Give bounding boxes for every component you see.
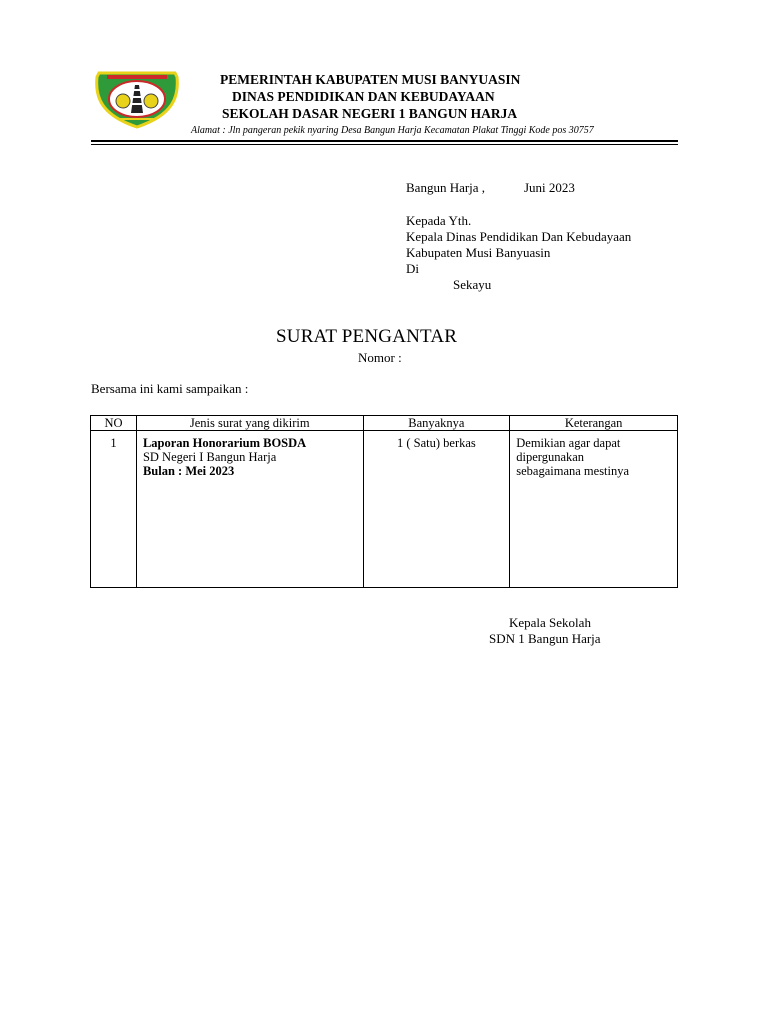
jenis-title: Laporan Honorarium BOSDA <box>142 436 307 450</box>
addressee-greeting: Kepada Yth. <box>406 213 472 228</box>
addressee-city: Sekayu <box>453 277 492 292</box>
header-department: DINAS PENDIDIKAN DAN KEBUDAYAAN <box>232 89 495 104</box>
addressee-line-1: Kepala Dinas Pendidikan Dan Kebudayaan <box>406 229 632 244</box>
regency-logo <box>93 69 181 129</box>
header-school: SEKOLAH DASAR NEGERI 1 BANGUN HARJA <box>222 106 518 121</box>
header-rule-thin <box>91 144 678 145</box>
signature-school: SDN 1 Bangun Harja <box>489 631 601 646</box>
letter-title: SURAT PENGANTAR <box>276 326 458 347</box>
letter-place: Bangun Harja , <box>406 180 486 195</box>
cell-banyak: 1 ( Satu) berkas <box>363 431 510 588</box>
cell-jenis <box>136 431 363 588</box>
keterangan-line-1: Demikian agar dapat <box>516 436 621 450</box>
keterangan-line-2: dipergunakan <box>516 450 585 464</box>
letter-number: Nomor : <box>358 350 402 365</box>
header-rule-thick <box>91 140 678 142</box>
keterangan-line-3: sebagaimana mestinya <box>516 464 630 478</box>
header-government: PEMERINTAH KABUPATEN MUSI BANYUASIN <box>220 72 521 87</box>
jenis-month: Bulan : Mei 2023 <box>142 464 235 478</box>
addressee-line-3: Di <box>406 261 419 276</box>
signature-title: Kepala Sekolah <box>509 615 591 630</box>
cell-no: 1 <box>91 431 137 588</box>
intro-text: Bersama ini kami sampaikan : <box>91 381 249 396</box>
header-keterangan: Keterangan <box>510 416 678 431</box>
table-header-row <box>91 416 678 431</box>
header-banyak: Banyaknya <box>363 416 510 431</box>
jenis-school: SD Negeri I Bangun Harja <box>142 450 277 464</box>
letter-date: Juni 2023 <box>524 180 575 195</box>
table-row <box>91 431 678 588</box>
addressee-line-2: Kabupaten Musi Banyuasin <box>406 245 551 260</box>
header-jenis: Jenis surat yang dikirim <box>136 416 363 431</box>
header-no: NO <box>91 416 137 431</box>
cell-keterangan <box>510 431 678 588</box>
document-table <box>90 415 678 588</box>
header-address: Alamat : Jln pangeran pekik nyaring Desa Bangun Harja Kecamatan Plakat Tinggi Kode pos 30757 <box>191 125 594 136</box>
